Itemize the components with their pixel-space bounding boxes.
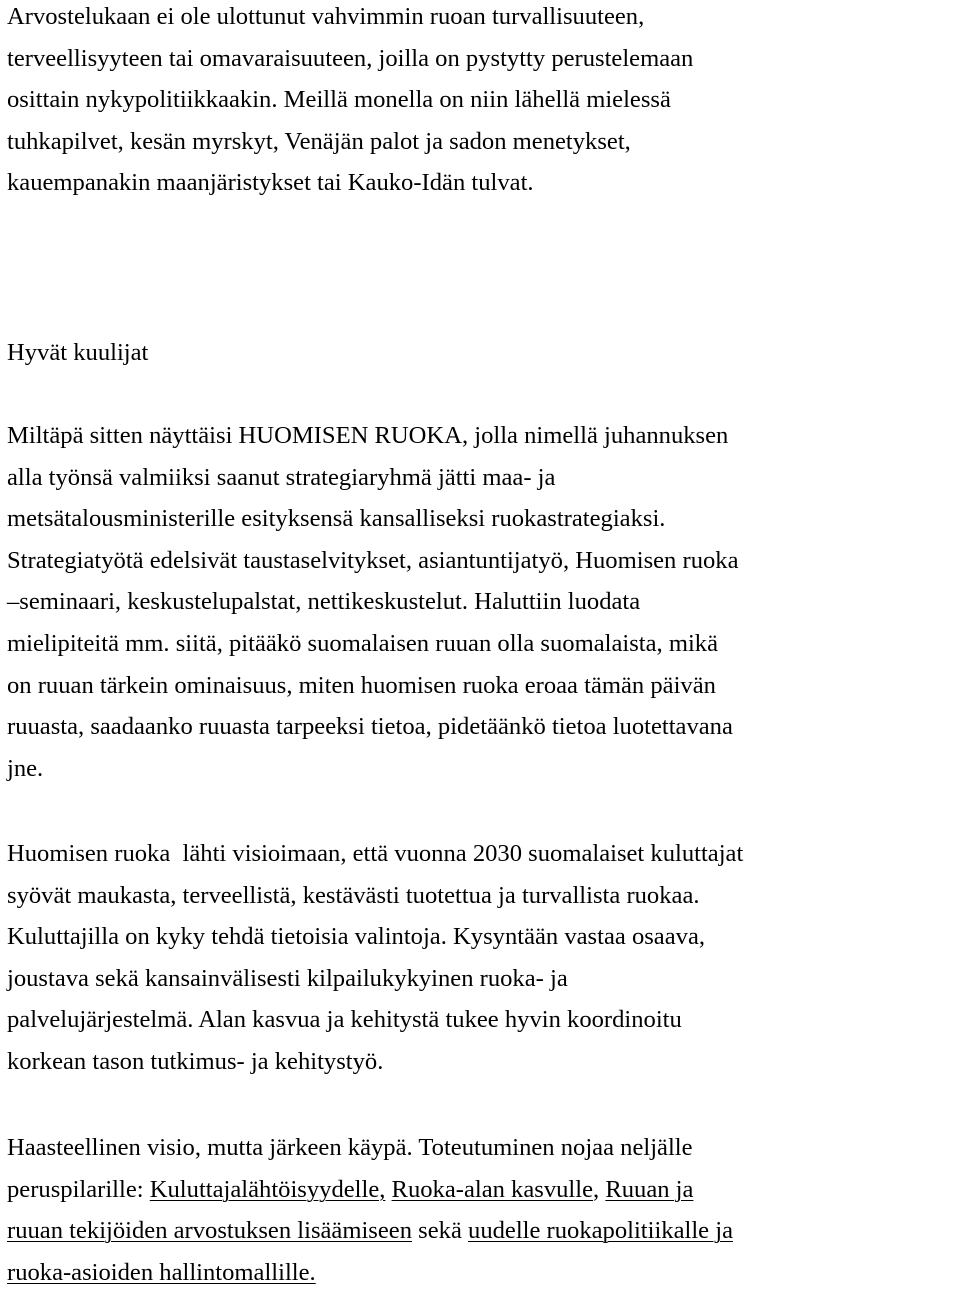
text-line: korkean tason tutkimus- ja kehitystyö.	[7, 1047, 384, 1075]
paragraph-vision-2030	[7, 833, 743, 1083]
text-line: jne.	[7, 754, 44, 782]
text-line	[7, 1252, 733, 1293]
separator: sekä	[412, 1217, 469, 1245]
link-ruuan-arvostus[interactable]: ruuan tekijöiden arvostuksen lisäämiseen	[7, 1217, 413, 1245]
text-line: mielipiteitä mm. siitä, pitääkö suomalaisen ruuan olla suomalaista, mikä	[7, 629, 719, 657]
text-line: Arvostelukaan ei ole ulottunut vahvimmin ruoan turvallisuuteen,	[7, 3, 645, 30]
text-line: Miltäpä sitten näyttäisi HUOMISEN RUOKA, jolla nimellä juhannuksen	[7, 422, 729, 449]
text-line: kauempanakin maanjäristykset tai Kauko-Idän tulvat.	[7, 169, 534, 197]
text-line: Haasteellinen visio, mutta järkeen käypä. Toteutuminen nojaa neljälle	[7, 1134, 693, 1161]
text-line: metsätalousministerille esityksensä kansalliseksi ruokastrategiaksi.	[7, 505, 666, 533]
text-line: –seminaari, keskustelupalstat, nettikeskustelut. Haluttiin luodata	[7, 588, 641, 616]
link-kuluttajalahtoisyys[interactable]: Kuluttajalähtöisyydelle,	[149, 1175, 386, 1203]
link-uusi-ruokapolitiikka[interactable]: uudelle ruokapolitiikalle ja	[468, 1217, 733, 1245]
text-line: syövät maukasta, terveellistä, kestävästi tuotettua ja turvallista ruokaa.	[7, 881, 700, 909]
paragraph-pillars	[7, 1127, 733, 1293]
text-line: on ruuan tärkein ominaisuus, miten huomisen ruoka eroaa tämän päivän	[7, 671, 716, 699]
text-line	[7, 1169, 733, 1211]
separator: ,	[593, 1175, 606, 1203]
text-line: ruuasta, saadaanko ruuasta tarpeeksi tietoa, pidetäänkö tietoa luotettavana	[7, 713, 733, 741]
link-ruuan-arvostus[interactable]: Ruuan ja	[605, 1175, 694, 1203]
salutation-text: Hyvät kuulijat	[7, 339, 149, 366]
salutation	[7, 332, 148, 374]
paragraph-criticism	[7, 0, 693, 204]
text-line	[7, 1210, 733, 1252]
text-line: alla työnsä valmiiksi saanut strategiaryhmä jätti maa- ja	[7, 463, 556, 491]
text-line: Kuluttajilla on kyky tehdä tietoisia valintoja. Kysyntään vastaa osaava,	[7, 923, 706, 951]
text-line: joustava sekä kansainvälisesti kilpailukykyinen ruoka- ja	[7, 964, 568, 992]
text-line: tuhkapilvet, kesän myrskyt, Venäjän palot ja sadon menetykset,	[7, 127, 631, 155]
link-uusi-ruokapolitiikka[interactable]: ruoka-asioiden hallintomallille.	[7, 1258, 316, 1286]
text-line: Strategiatyötä edelsivät taustaselvitykset, asiantuntijatyö, Huomisen ruoka	[7, 546, 739, 574]
link-ruoka-alan-kasvu[interactable]: Ruoka-alan kasvulle	[391, 1175, 594, 1203]
text-line: Huomisen ruoka lähti visioimaan, että vuonna 2030 suomalaiset kuluttajat	[7, 840, 744, 867]
text-line: palvelujärjestelmä. Alan kasvua ja kehitystä tukee hyvin koordinoitu	[7, 1006, 682, 1034]
paragraph-huomisen-ruoka-strategy	[7, 415, 739, 789]
text-line: terveellisyyteen tai omavaraisuuteen, joilla on pystytty perustelemaan	[7, 44, 694, 72]
pillars-intro: peruspilarille:	[7, 1175, 150, 1203]
text-line: osittain nykypolitiikkaakin. Meillä monella on niin lähellä mielessä	[7, 86, 671, 114]
